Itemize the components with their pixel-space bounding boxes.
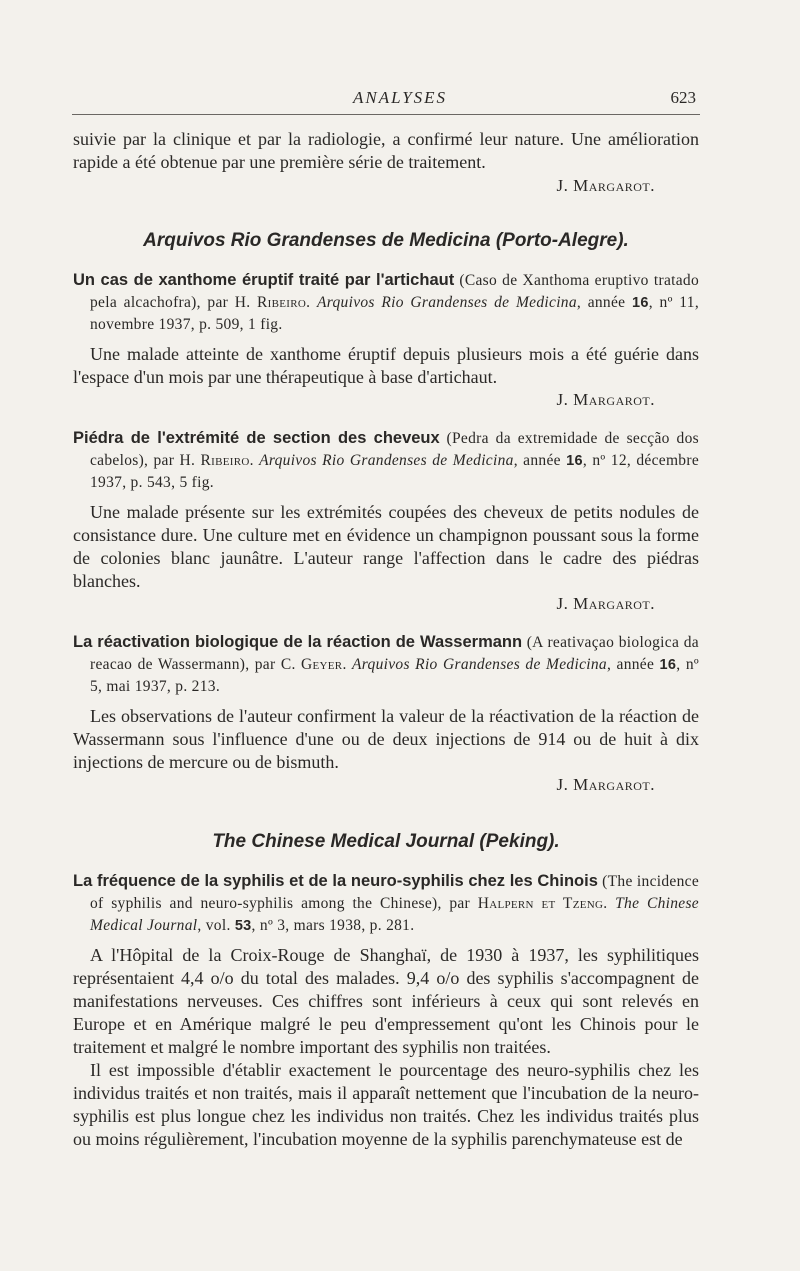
entry-reference: , nº 5, mai 1937, p. 213. xyxy=(90,656,699,695)
original-title: (Caso de Xanthoma eruptivo tratado pela alcachofra), par xyxy=(90,272,700,311)
entry-title: Piédra de l'extrémité de section des cheveux xyxy=(73,429,440,447)
journal-heading: Arquivos Rio Grandenses de Medicina (Porto-Alegre). xyxy=(143,230,629,251)
running-head xyxy=(0,84,800,114)
entry-author: H. Ribeiro xyxy=(179,452,250,469)
entry-title: La réactivation biologique de la réaction de Wassermann xyxy=(73,633,523,651)
separator: . xyxy=(603,895,616,912)
entry-author: C. Geyer xyxy=(280,656,343,673)
entry-reference: , nº 12, décembre 1937, p. 543, 5 fig. xyxy=(90,452,699,491)
volume-prefix: , année xyxy=(606,656,660,673)
entry-volume: 16 xyxy=(566,453,583,469)
entry-title: Un cas de xanthome éruptif traité par l'artichaut xyxy=(73,271,455,289)
running-head-title: ANALYSES xyxy=(352,88,448,107)
entry-source: Arquivos Rio Grandenses de Medicina xyxy=(352,656,607,673)
entry-citation xyxy=(73,870,699,937)
entry-reference: , nº 11, novembre 1937, p. 509, 1 fig. xyxy=(90,294,699,333)
entry-volume: 16 xyxy=(631,295,649,311)
signature: J. Margarot. xyxy=(556,594,655,613)
abstract-text: Une malade atteinte de xanthome éruptif depuis plusieurs mois a été guérie dans l'espace d'un mois par une thérapeutique à base d'artichaut. xyxy=(73,344,699,387)
abstract-text: Une malade présente sur les extrémités coupées des cheveux de petits nodules de consistance dure. Une culture met en évidence un champignon poussant sous la forme de colonies blanc jaunâtre. L'auteur range l'affection dans le cadre des piédras blanches. xyxy=(73,502,699,591)
page-text xyxy=(73,128,699,1151)
journal-heading: The Chinese Medical Journal (Peking). xyxy=(212,831,560,852)
original-title: (Pedra da extremidade de secção dos cabelos), par xyxy=(90,430,699,469)
separator: . xyxy=(342,656,353,673)
entry-volume: 16 xyxy=(659,657,677,673)
original-title: (The incidence of syphilis and neuro-syphilis among the Chinese), par xyxy=(90,873,700,912)
signature: J. Margarot. xyxy=(556,390,655,409)
signature: J. Margarot. xyxy=(556,176,655,195)
page-number: 623 xyxy=(670,88,696,107)
volume-prefix: , année xyxy=(576,294,632,311)
abstract-text: Les observations de l'auteur confirment la valeur de la réactivation de la réaction de Wassermann sous l'influence d'une ou de deux injections de 914 ou de huit à dix injections de mercure ou de bismuth. xyxy=(73,706,699,772)
original-title: (A reativaçao biologica da reacao de Wassermann), par xyxy=(90,634,699,673)
entry-citation xyxy=(73,427,699,494)
continued-paragraph: suivie par la clinique et par la radiologie, a confirmé leur nature. Une amélioration rapide a été obtenue par une première série de traitement. xyxy=(73,129,699,172)
entry-citation xyxy=(73,631,699,698)
volume-prefix: , année xyxy=(513,452,567,469)
separator: . xyxy=(306,294,317,311)
entry-author: Halpern et Tzeng xyxy=(477,895,604,912)
entry-reference: , nº 3, mars 1938, p. 281. xyxy=(251,917,415,934)
entry-title: La fréquence de la syphilis et de la neuro-syphilis chez les Chinois xyxy=(73,872,598,890)
abstract-text: A l'Hôpital de la Croix-Rouge de Shanghaï, de 1930 à 1937, les syphilitiques représentaient 4,4 o/o du total des malades. 9,4 o/o des syphilis s'accompagnent de manifestations nerveuses. Ces chiffres sont inférieurs à ceux qui sont relevés en Europe et en Amérique malgré le peu d'empressement qu'ont les Chinois pour le traitement et malgré le nombre important des syphilis non traitées. xyxy=(73,945,699,1057)
abstract-text: Il est impossible d'établir exactement le pourcentage des neuro-syphilis chez les individus traités et non traités, mais il apparaît nettement que l'incubation de la neuro-syphilis est plus longue chez les individus non traités. Chez les individus traités plus ou moins régulièrement, l'incubation moyenne de la syphilis parenchymateuse est de xyxy=(73,1060,699,1149)
entry-source: Arquivos Rio Grandenses de Medicina xyxy=(259,452,514,469)
header-rule xyxy=(72,114,700,115)
entry-citation xyxy=(73,269,699,336)
entry-author: H. Ribeiro xyxy=(234,294,307,311)
entry-source: The Chinese Medical Journal xyxy=(90,895,699,934)
volume-prefix: , vol. xyxy=(197,917,235,934)
entry-volume: 53 xyxy=(234,918,252,934)
separator: . xyxy=(249,452,260,469)
signature: J. Margarot. xyxy=(556,775,655,794)
entry-source: Arquivos Rio Grandenses de Medicina xyxy=(316,294,577,311)
